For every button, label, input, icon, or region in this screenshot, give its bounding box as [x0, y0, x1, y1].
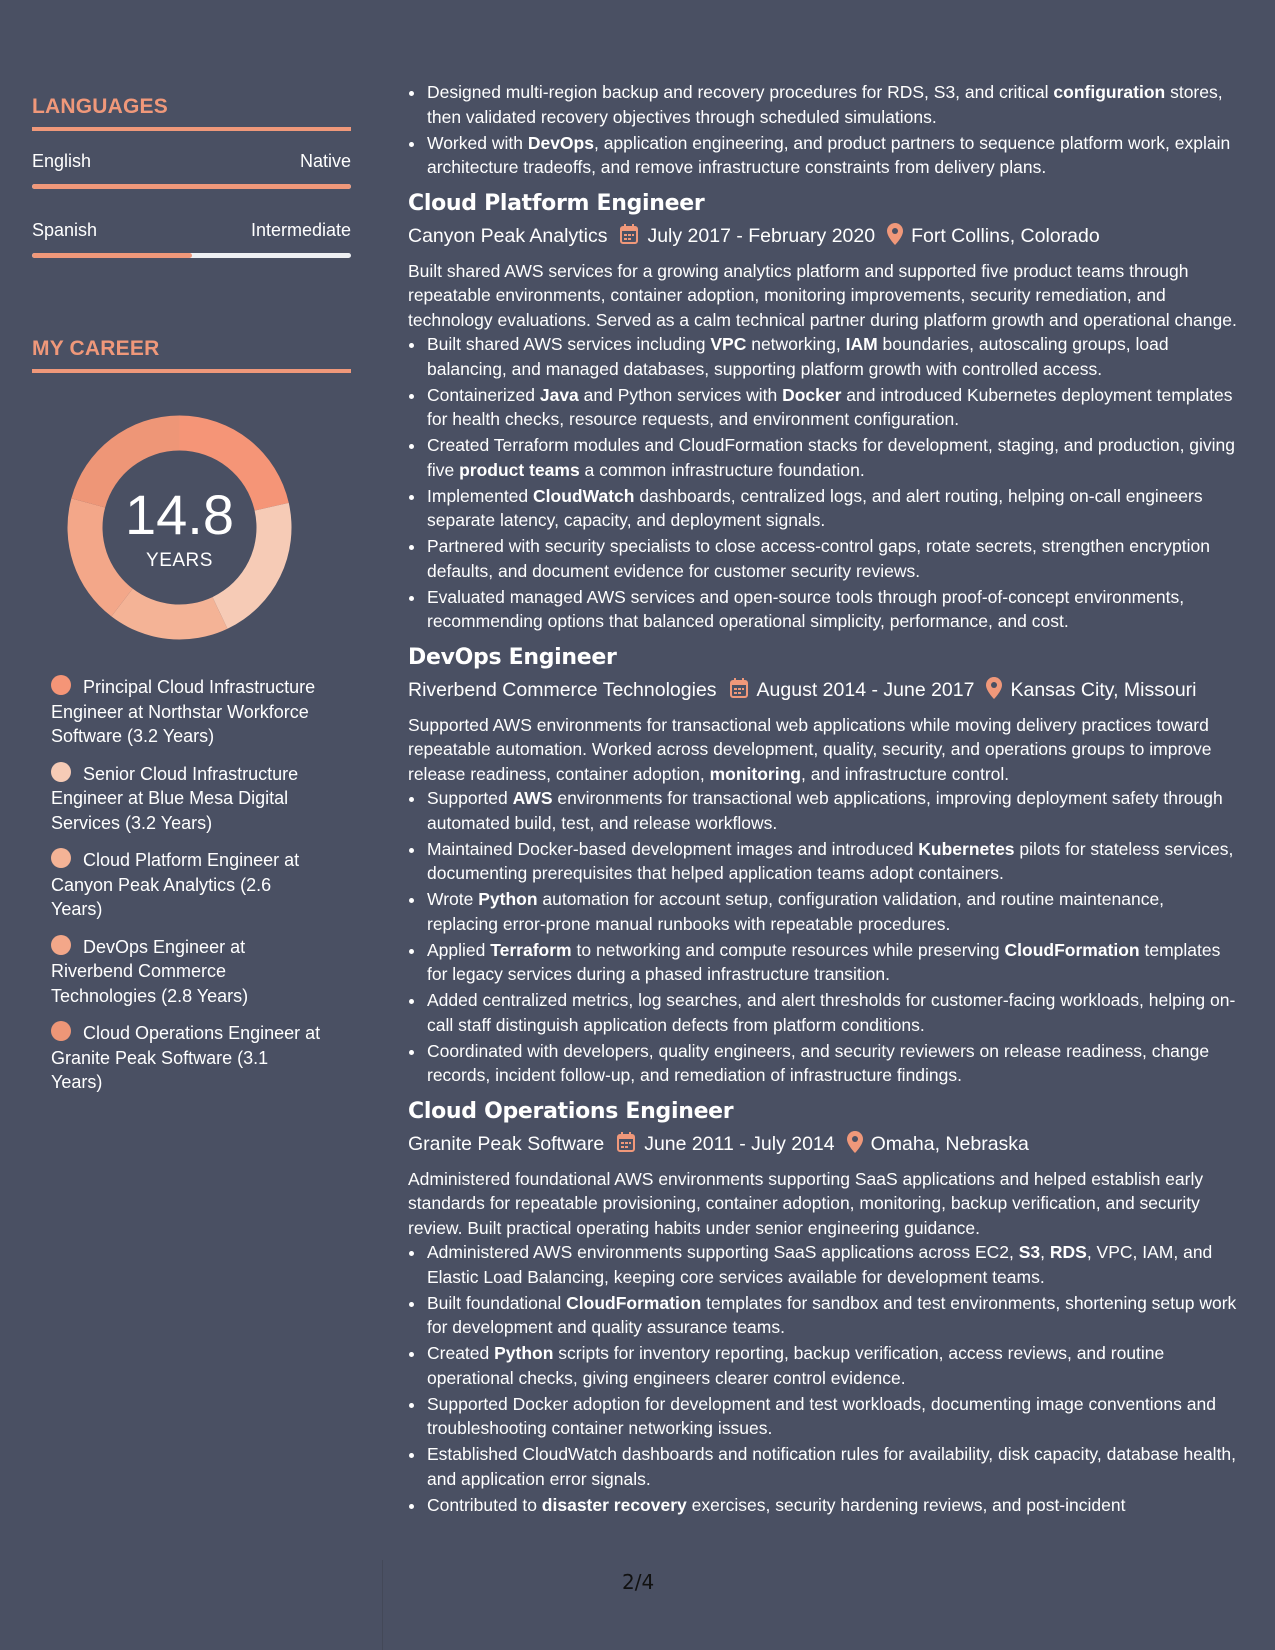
language-row-english — [32, 151, 351, 175]
job-title: DevOps Engineer — [408, 644, 617, 670]
career-list — [51, 675, 321, 1108]
language-bar-english — [32, 184, 351, 189]
column-divider — [382, 1560, 383, 1650]
job-summary: Supported AWS environments for transactional web applications while moving delivery practices toward repeatable automation. Worked across development, quality, security, and operations groups to improve release readiness, container adoption, monitoring, and infrastructure control. — [408, 714, 1212, 784]
career-list-item — [51, 675, 321, 749]
bullet-item: • Containerized Java and Python services with Docker and introduced Kubernetes deployment templates for health checks, resource requests, and environment configuration. — [426, 383, 1238, 432]
bullet-item: • Established CloudWatch dashboards and notification rules for availability, disk capacity, database health, and application error signals. — [426, 1442, 1238, 1491]
job-entry — [408, 190, 1238, 634]
language-name: Spanish — [32, 220, 98, 240]
bullet-item: • Built shared AWS services including VPC networking, IAM boundaries, autoscaling groups, load balancing, and managed databases, supporting platform growth with controlled access. — [426, 332, 1238, 381]
bullet-item: • Contributed to disaster recovery exercises, security hardening reviews, and post-incident — [426, 1493, 1238, 1518]
bullet-item: • Designed multi-region backup and recovery procedures for RDS, S3, and critical configuration stores, then validated recovery objectives through scheduled simulations. — [426, 80, 1238, 129]
career-list-item — [51, 762, 321, 836]
language-bar-spanish — [32, 253, 351, 258]
job-title: Cloud Operations Engineer — [408, 1098, 734, 1124]
language-name: English — [32, 151, 92, 171]
job-meta — [408, 1130, 1238, 1161]
job-summary: Administered foundational AWS environments supporting SaaS applications and helped establish early standards for repeatable provisioning, container adoption, monitoring, backup verification, and security review. Built practical operating habits under senior engineering guidance. — [408, 1168, 1204, 1238]
page-number: 2/4 — [622, 1570, 655, 1594]
job-location: Omaha, Nebraska — [870, 1132, 1029, 1155]
bullet-item: • Wrote Python automation for account setup, configuration validation, and routine maintenance, replacing error-prone manual runbooks with repeatable procedures. — [426, 887, 1238, 936]
job-entry — [408, 644, 1238, 1088]
language-level: Intermediate — [250, 220, 351, 240]
job-bullet-list — [408, 332, 1238, 634]
language-level: Native — [299, 151, 351, 171]
legend-dot-icon — [51, 1021, 71, 1041]
experience-section — [408, 80, 1238, 1519]
career-list-item — [51, 848, 321, 922]
bullet-item: • Coordinated with developers, quality engineers, and security reviewers on release readiness, change records, incident follow-up, and remediation of infrastructure findings. — [426, 1039, 1238, 1088]
legend-dot-icon — [51, 675, 71, 695]
map-pin-icon — [986, 677, 1002, 707]
job-bullet-list — [408, 1240, 1238, 1517]
career-item-text: Principal Cloud Infrastructure Engineer at Northstar Workforce Software (3.2 Years) — [51, 677, 316, 746]
career-item-text: Senior Cloud Infrastructure Engineer at Blue Mesa Digital Services (3.2 Years) — [51, 763, 299, 833]
career-item-text: Cloud Platform Engineer at Canyon Peak Analytics (2.6 Years) — [51, 850, 300, 919]
bullet-item: • Supported Docker adoption for development and test workloads, documenting image conventions and troubleshooting container networking issues. — [426, 1392, 1238, 1441]
map-pin-icon — [847, 1131, 863, 1161]
job-entry — [408, 1098, 1238, 1518]
bullet-item: • Applied Terraform to networking and compute resources while preserving CloudFormation templates for legacy services during a phased infrastructure transition. — [426, 938, 1238, 987]
company-name: Canyon Peak Analytics — [408, 224, 608, 247]
bullet-item: • Partnered with security specialists to close access-control gaps, rotate secrets, strengthen encryption defaults, and document evidence for customer security reviews. — [426, 534, 1238, 583]
career-item-text: Cloud Operations Engineer at Granite Peak Software (3.1 Years) — [51, 1023, 321, 1092]
legend-dot-icon — [51, 935, 71, 955]
languages-heading: LANGUAGES — [32, 95, 351, 131]
language-row-spanish — [32, 220, 351, 244]
bullet-item: • Supported AWS environments for transactional web applications, improving deployment safety through automated build, test, and release workflows. — [426, 786, 1238, 835]
continued-bullet-list — [408, 80, 1238, 180]
career-total-unit: YEARS — [146, 550, 213, 571]
calendar-icon — [616, 1131, 636, 1161]
bullet-item: • Built foundational CloudFormation templates for sandbox and test environments, shortening setup work for development and quality assurance teams. — [426, 1291, 1238, 1340]
career-heading: MY CAREER — [32, 337, 351, 373]
sidebar — [32, 0, 351, 1650]
map-pin-icon — [887, 223, 903, 253]
bullet-item: • Evaluated managed AWS services and open-source tools through proof-of-concept environments, recommending options that balanced operational simplicity, performance, and cost. — [426, 585, 1238, 634]
calendar-icon — [729, 677, 749, 707]
legend-dot-icon — [51, 848, 71, 868]
career-list-item — [51, 935, 321, 1009]
company-name: Granite Peak Software — [408, 1132, 605, 1155]
job-bullet-list — [408, 786, 1238, 1088]
bullet-item: • Created Python scripts for inventory reporting, backup verification, access reviews, and routine operational checks, giving engineers clearer control evidence. — [426, 1341, 1238, 1390]
career-total-years: 14.8 — [125, 483, 234, 546]
bullet-item: • Created Terraform modules and CloudFormation stacks for development, staging, and production, giving five product teams a common infrastructure foundation. — [426, 433, 1238, 482]
job-location: Kansas City, Missouri — [1010, 678, 1197, 701]
calendar-icon — [619, 223, 639, 253]
job-title: Cloud Platform Engineer — [408, 190, 705, 216]
bullet-item: • Implemented CloudWatch dashboards, centralized logs, and alert routing, helping on-call engineers separate latency, capacity, and deployment signals. — [426, 484, 1238, 533]
job-dates: June 2011 - July 2014 — [644, 1132, 835, 1155]
bullet-item: • Added centralized metrics, log searches, and alert thresholds for customer-facing workloads, helping on-call staff distinguish application defects from platform conditions. — [426, 988, 1238, 1037]
language-bar-fill — [32, 253, 192, 258]
bullet-item: • Maintained Docker-based development images and introduced Kubernetes pilots for stateless services, documenting prerequisites that helped application teams adopt containers. — [426, 837, 1238, 886]
bullet-item: • Worked with DevOps, application engineering, and product partners to sequence platform work, explain architecture tradeoffs, and remove infrastructure constraints from delivery plans. — [426, 131, 1238, 180]
job-list — [408, 190, 1238, 1518]
language-bar-fill — [32, 184, 351, 189]
company-name: Riverbend Commerce Technologies — [408, 678, 717, 701]
job-meta — [408, 222, 1238, 253]
job-meta — [408, 676, 1238, 707]
career-donut-chart — [67, 415, 292, 640]
bullet-item: • Administered AWS environments supporting SaaS applications across EC2, S3, RDS, VPC, IAM, and Elastic Load Balancing, keeping core services available for development teams. — [426, 1240, 1238, 1289]
career-item-text: DevOps Engineer at Riverbend Commerce Technologies (2.8 Years) — [51, 936, 249, 1006]
job-location: Fort Collins, Colorado — [911, 224, 1100, 247]
career-list-item — [51, 1021, 321, 1095]
job-dates: August 2014 - June 2017 — [756, 678, 975, 701]
legend-dot-icon — [51, 762, 71, 782]
job-dates: July 2017 - February 2020 — [647, 224, 876, 247]
job-summary: Built shared AWS services for a growing analytics platform and supported five product teams through repeatable environments, container adoption, monitoring improvements, security remediation, and technology evaluations. Served as a calm technical partner during platform growth and operational change. — [408, 260, 1237, 330]
